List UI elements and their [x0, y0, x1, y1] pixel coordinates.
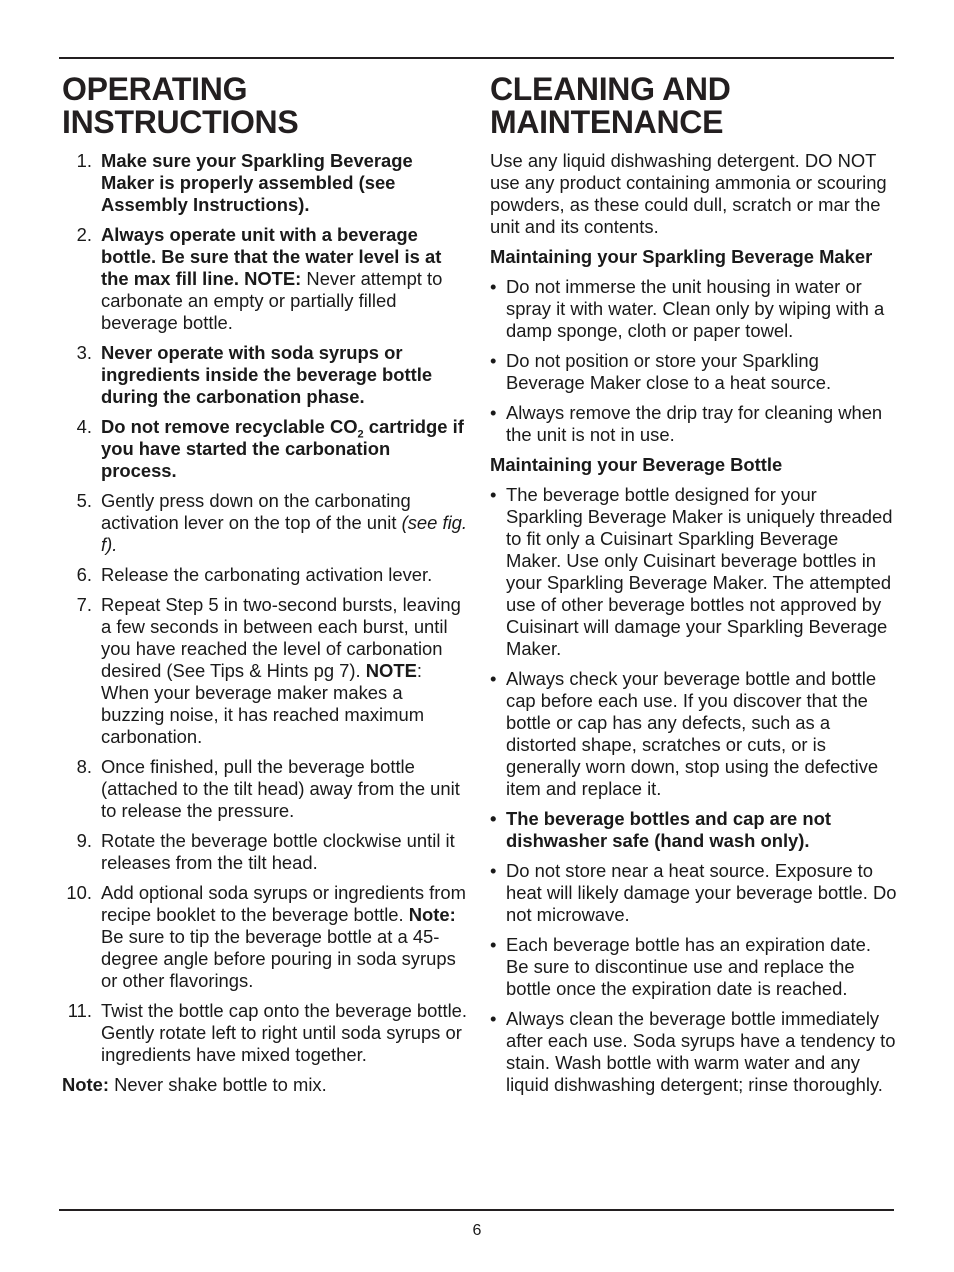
step-6: 6. Release the carbonating activation lever. — [76, 564, 433, 585]
step-10: 10. Add optional soda syrups or ingredients from recipe booklet to the beverage bottle. Note: Be sure to tip the beverage bottle at a 45-degree angle before pouring in soda syrups or other flavorings. — [66, 882, 466, 991]
shake-note: Note: Never shake bottle to mix. — [62, 1074, 327, 1095]
beverage-maker-bullets — [490, 276, 898, 446]
top-rule — [59, 57, 894, 59]
cleaning-intro: Use any liquid dishwashing detergent. DO NOT use any product containing ammonia or scouring powders, as these could dull, scratch or mar the unit and its contents. — [490, 150, 887, 237]
cleaning-maintenance-column — [490, 73, 898, 1104]
list-item: • The beverage bottle designed for your Sparkling Beverage Maker is uniquely threaded to fit only a Cuisinart Sparkling Beverage Maker. Use only Cuisinart beverage bottles in your Sparkling Beverage Maker. The attempted use of other beverage bottles not approved by Cuisinart will damage your Sparkling Beverage Maker. — [490, 484, 893, 659]
list-item: • Always clean the beverage bottle immediately after each use. Soda syrups have a tendency to stain. Wash bottle with warm water and any liquid dishwashing detergent; rinse thoroughly. — [490, 1008, 896, 1095]
step-8: 8. Once finished, pull the beverage bottle (attached to the tilt head) away from the unit to release the pressure. — [76, 756, 460, 821]
cleaning-maintenance-heading: CLEANING AND MAINTENANCE — [490, 71, 731, 140]
operating-instructions-heading: OPERATING INSTRUCTIONS — [62, 71, 299, 140]
list-item: • The beverage bottles and cap are not dishwasher safe (hand wash only). — [490, 808, 831, 851]
step-11: 11. Twist the bottle cap onto the beverage bottle. Gently rotate left to right until soda syrups or ingredients have mixed together. — [67, 1000, 468, 1065]
list-item: • Do not store near a heat source. Exposure to heat will likely damage your beverage bottle. Do not microwave. — [490, 860, 897, 925]
list-item: • Each beverage bottle has an expiration date. Be sure to discontinue use and replace the bottle once the expiration date is reached. — [490, 934, 872, 999]
operating-steps-list — [62, 150, 470, 1066]
bottom-rule — [59, 1209, 894, 1211]
list-item: • Do not immerse the unit housing in water or spray it with water. Clean only by wiping with a damp sponge, cloth or paper towel. — [490, 276, 885, 341]
beverage-bottle-bullets — [490, 484, 898, 1096]
page-number: 6 — [472, 1222, 482, 1239]
list-item: • Always check your beverage bottle and bottle cap before each use. If you discover that the bottle or cap has any defects, such as a distorted shape, scratches or cuts, or is generally worn down, stop using the defective item and replace it. — [490, 668, 879, 799]
section-heading-beverage-bottle: Maintaining your Beverage Bottle — [490, 454, 783, 475]
list-item: • Always remove the drip tray for cleaning when the unit is not in use. — [490, 402, 883, 445]
section-heading-beverage-maker: Maintaining your Sparkling Beverage Maker — [490, 246, 873, 267]
step-7: 7. Repeat Step 5 in two-second bursts, leaving a few seconds in between each burst, until you have reached the level of carbonation desired (See Tips & Hints pg 7). NOTE: When your beverage maker makes a buzzing noise, it has reached maximum carbonation. — [76, 594, 461, 747]
step-9: 9. Rotate the beverage bottle clockwise until it releases from the tilt head. — [76, 830, 455, 873]
step-3: 3. Never operate with soda syrups or ingredients inside the beverage bottle during the carbonation phase. — [76, 342, 433, 407]
step-1: 1. Make sure your Sparkling Beverage Maker is properly assembled (see Assembly Instructions). — [76, 150, 413, 215]
step-4: 4. Do not remove recyclable $CO_2$ cartridge if you have started the carbonation process. — [76, 416, 464, 481]
step-5: 5. Gently press down on the carbonating activation lever on the top of the unit (see fig. f). — [76, 490, 467, 555]
step-2: 2. Always operate unit with a beverage bottle. Be sure that the water level is at the max fill line. NOTE: Never attempt to carbonate an empty or partially filled beverage bottle. — [76, 224, 443, 333]
operating-instructions-column — [62, 73, 470, 1096]
list-item: • Do not position or store your Sparkling Beverage Maker close to a heat source. — [490, 350, 832, 393]
